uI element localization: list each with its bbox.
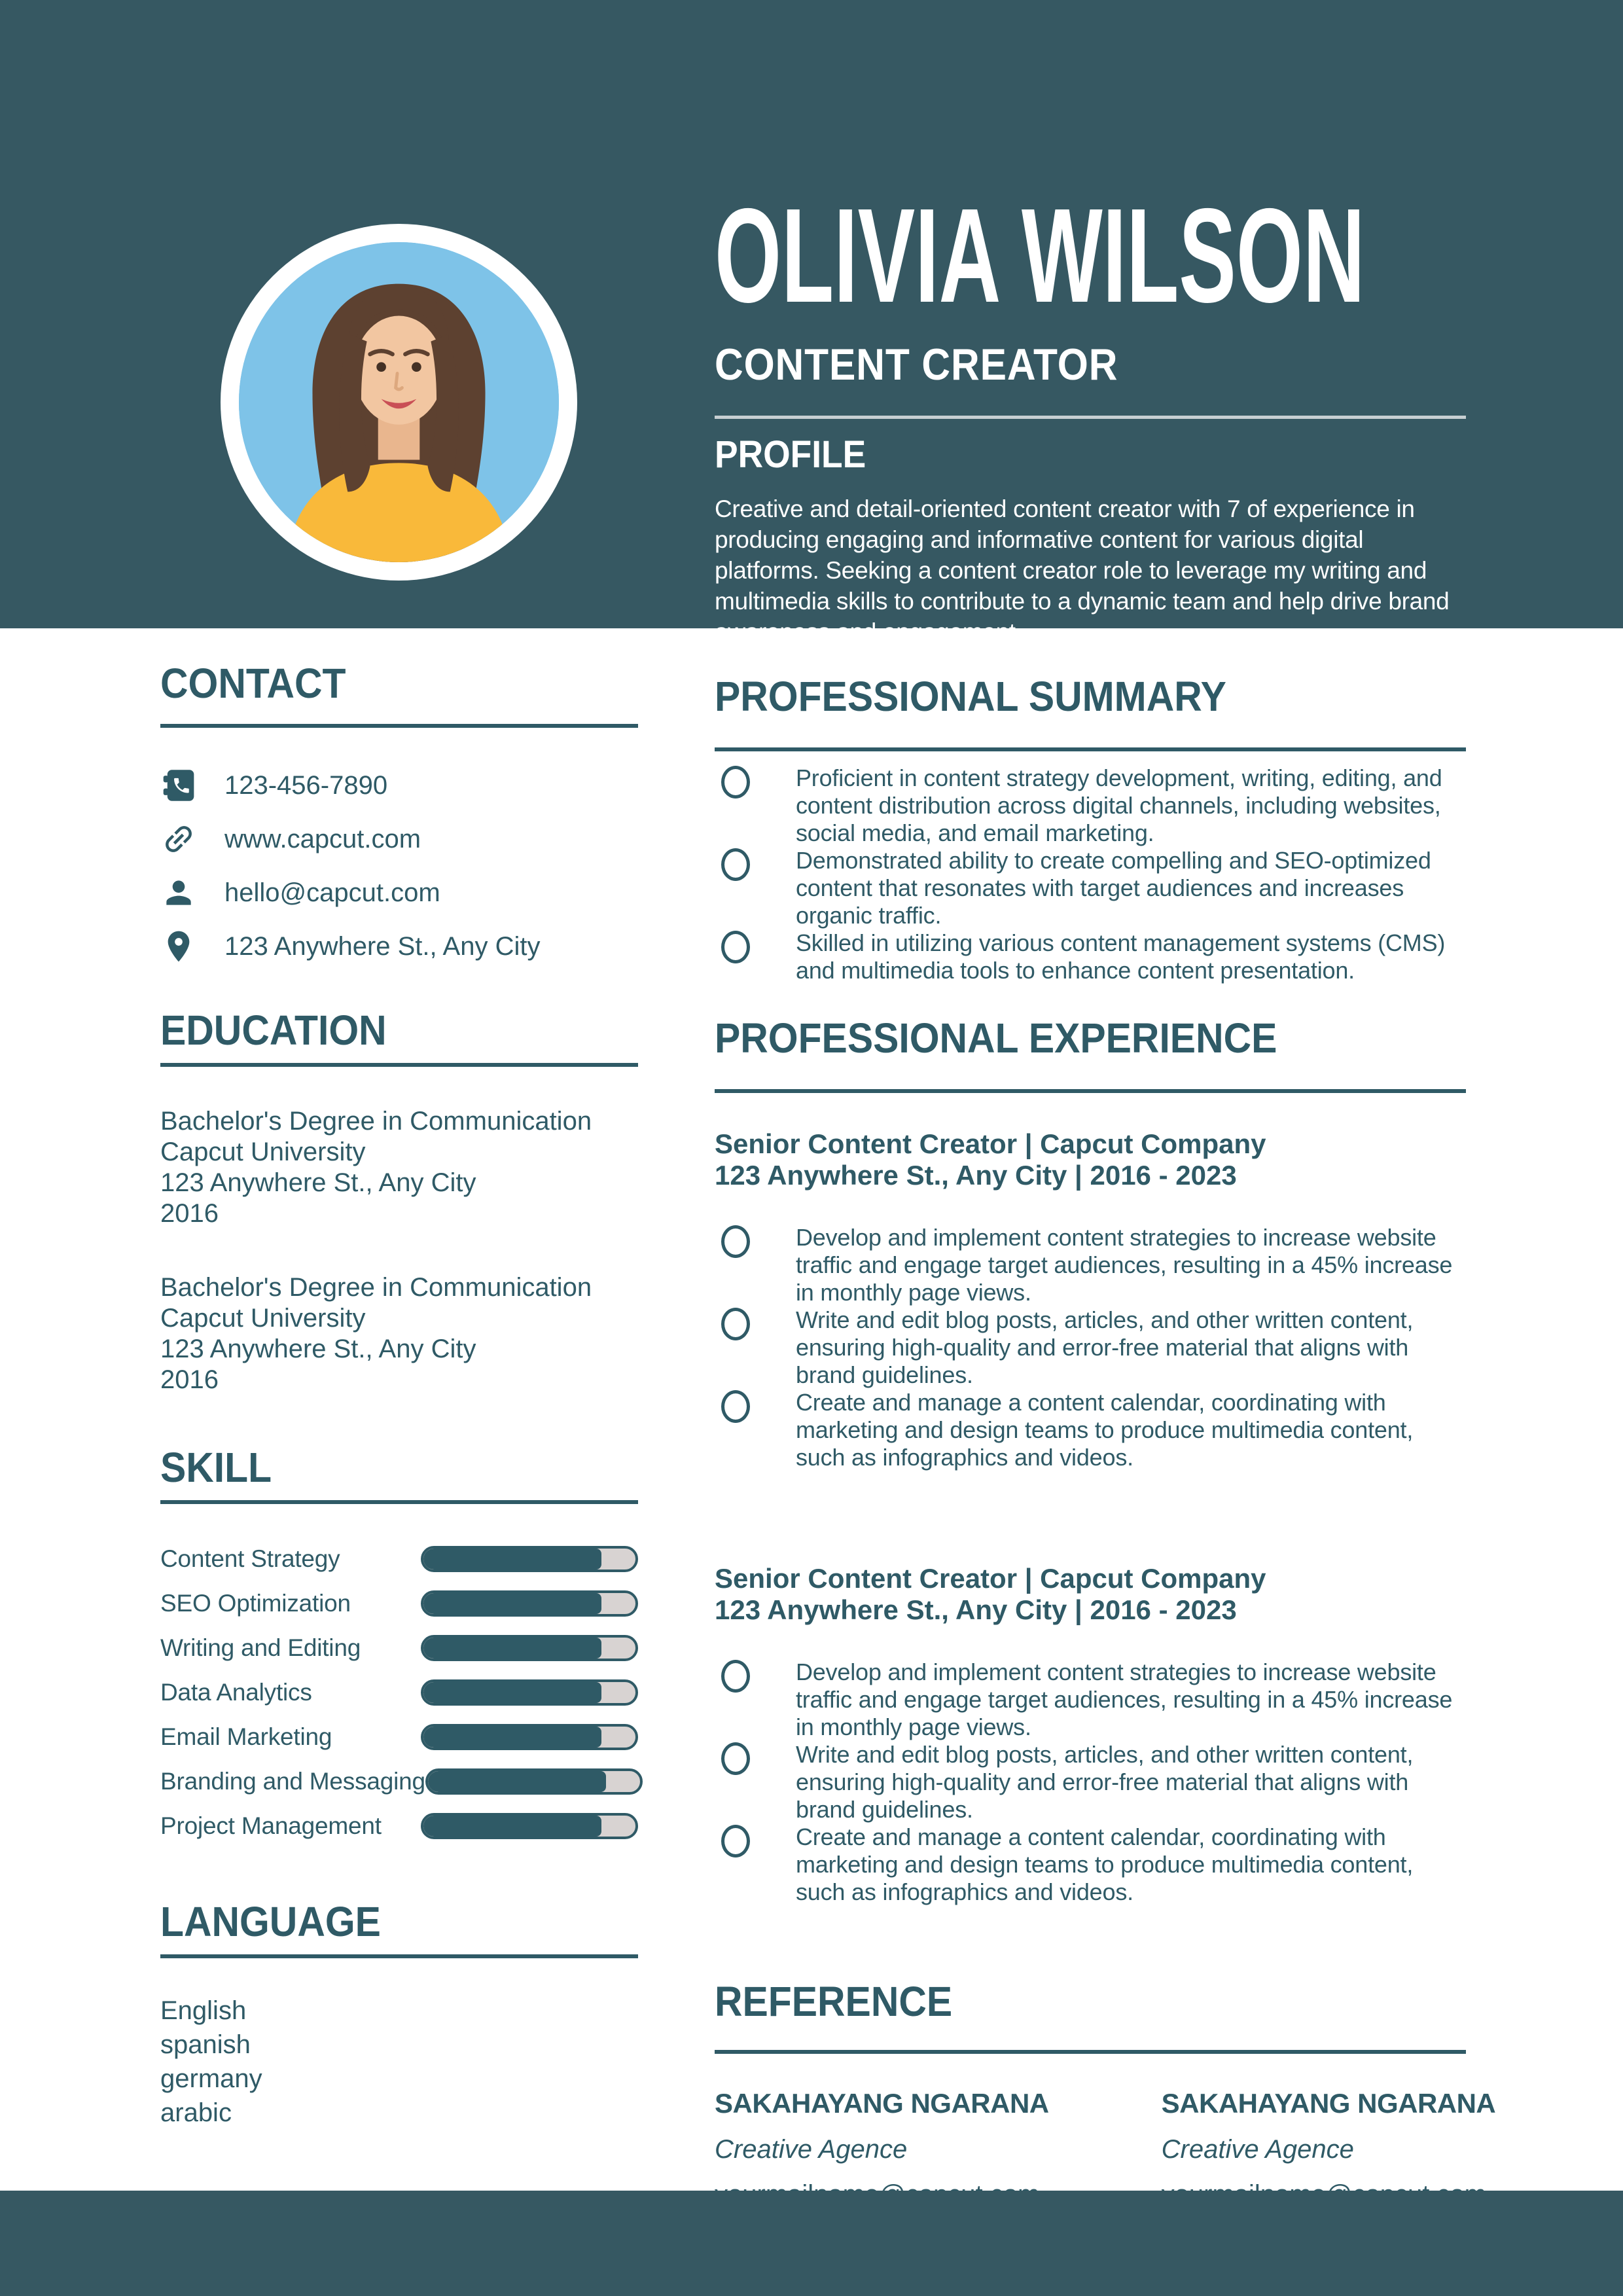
bullet-ring-icon: [721, 1742, 750, 1775]
contact-section: [160, 660, 638, 965]
skill-bar-fill: [423, 1593, 601, 1614]
candidate-name: OLIVIA WILSON: [715, 181, 1365, 331]
bullet-text: Write and edit blog posts, articles, and other written content, ensuring high-quality and error-free material that aligns with brand guidelines.: [796, 1741, 1414, 1823]
link-icon: [160, 821, 197, 857]
degree-line: Bachelor's Degree in Communication: [160, 1107, 592, 1136]
phone-icon: [160, 767, 197, 804]
language-item: arabic: [160, 2098, 232, 2127]
bullet-item: [715, 1823, 1466, 1906]
address-line: 123 Anywhere St., Any City: [160, 1168, 476, 1197]
bullet-text: Develop and implement content strategies to increase website traffic and engage target audiences, resulting in a 45% increase in monthly page views.: [796, 1659, 1453, 1740]
bullet-ring-icon: [721, 1660, 750, 1693]
bullet-ring-icon: [721, 1825, 750, 1857]
skill-bar: [421, 1590, 638, 1617]
bullet-ring-icon: [721, 1390, 750, 1423]
skill-row: [160, 1634, 638, 1662]
person-icon: [160, 874, 197, 911]
skill-row: [160, 1589, 638, 1618]
skill-heading: SKILL: [160, 1444, 272, 1491]
job-bullet-list: [715, 1659, 1466, 1906]
experience-heading: PROFESSIONAL EXPERIENCE: [715, 1014, 1277, 1062]
language-section: [160, 1898, 638, 2130]
reference-role: Creative Agence: [1161, 2135, 1354, 2164]
right-column: [715, 660, 1496, 2210]
section-underline: [160, 724, 638, 728]
summary-section: [715, 673, 1466, 984]
language-item: spanish: [160, 2030, 251, 2059]
bullet-ring-icon: [721, 766, 750, 798]
section-underline: [160, 1063, 638, 1067]
skill-bar-fill: [423, 1549, 601, 1570]
skill-bar-fill: [428, 1771, 606, 1792]
skill-label: Email Marketing: [160, 1723, 332, 1750]
skill-label: Project Management: [160, 1812, 382, 1839]
bullet-text: Demonstrated ability to create compelling and SEO-optimized content that resonates with target audiences and increases organic traffic.: [796, 847, 1431, 929]
contact-heading: CONTACT: [160, 660, 346, 707]
contact-item-text: www.capcut.com: [224, 824, 421, 853]
portrait-illustration: [239, 242, 559, 562]
bullet-ring-icon: [721, 1225, 750, 1258]
skill-row: [160, 1812, 638, 1840]
bullet-item: [715, 847, 1466, 929]
address-line: 123 Anywhere St., Any City: [160, 1335, 476, 1363]
skill-row: [160, 1678, 638, 1707]
contact-item-text: hello@capcut.com: [224, 878, 440, 907]
skill-label: Content Strategy: [160, 1545, 340, 1572]
section-underline: [715, 1089, 1466, 1093]
summary-heading: PROFESSIONAL SUMMARY: [715, 673, 1226, 720]
section-underline: [160, 1500, 638, 1504]
job-meta-line: 123 Anywhere St., Any City | 2016 - 2023: [715, 1160, 1237, 1191]
skill-bar: [421, 1546, 638, 1572]
language-item: English: [160, 1996, 247, 2025]
section-underline: [715, 2050, 1466, 2054]
bullet-ring-icon: [721, 1308, 750, 1340]
contact-item-website: [160, 821, 638, 857]
skill-label: Data Analytics: [160, 1679, 312, 1706]
skill-bar-fill: [423, 1638, 601, 1659]
header-band: [0, 0, 1623, 645]
avatar-ring: [221, 224, 577, 581]
bullet-item: [715, 1389, 1466, 1471]
reference-name: SAKAHAYANG NGARANA: [1161, 2088, 1496, 2119]
skill-label: Branding and Messaging: [160, 1768, 425, 1795]
job-title-line: Senior Content Creator | Capcut Company: [715, 1128, 1266, 1159]
contact-list: [160, 767, 638, 965]
header-content: [715, 181, 1466, 647]
skill-bar-fill: [423, 1682, 601, 1703]
bullet-text: Write and edit blog posts, articles, and other written content, ensuring high-quality and error-free material that aligns with brand guidelines.: [796, 1306, 1414, 1388]
skill-bar: [425, 1768, 643, 1795]
skill-bar: [421, 1724, 638, 1750]
skill-section: [160, 1444, 638, 1840]
bullet-item: [715, 1741, 1466, 1823]
language-list: [160, 1994, 638, 2130]
job-header: [715, 1128, 1466, 1191]
reference-role: Creative Agence: [715, 2135, 908, 2164]
footer-band: [0, 2191, 1623, 2296]
candidate-title: CONTENT CREATOR: [715, 340, 1118, 389]
education-entry: [160, 1106, 638, 1229]
skill-bar: [421, 1679, 638, 1706]
skill-row: [160, 1723, 638, 1751]
school-line: Capcut University: [160, 1304, 366, 1333]
school-line: Capcut University: [160, 1138, 366, 1166]
job-header: [715, 1563, 1466, 1626]
skill-list: [160, 1545, 638, 1840]
skill-bar: [421, 1813, 638, 1839]
profile-heading: PROFILE: [715, 433, 866, 476]
contact-item-email: [160, 874, 638, 911]
skill-label: Writing and Editing: [160, 1634, 361, 1661]
contact-item-phone: [160, 767, 638, 804]
contact-item-address: [160, 928, 638, 965]
bullet-text: Create and manage a content calendar, coordinating with marketing and design teams to produce multimedia content, such as infographics and videos.: [796, 1389, 1414, 1471]
avatar: [239, 242, 559, 562]
header-divider: [715, 416, 1466, 419]
reference-name: SAKAHAYANG NGARANA: [715, 2088, 1049, 2119]
bullet-item: [715, 1224, 1466, 1306]
education-entry: [160, 1272, 638, 1395]
location-icon: [160, 928, 197, 965]
job-meta-line: 123 Anywhere St., Any City | 2016 - 2023: [715, 1594, 1237, 1625]
skill-row: [160, 1545, 638, 1573]
year-line: 2016: [160, 1199, 219, 1228]
education-section: [160, 1007, 638, 1395]
year-line: 2016: [160, 1365, 219, 1394]
contact-item-text: 123-456-7890: [224, 770, 388, 800]
summary-bullet-list: [715, 764, 1466, 984]
bullet-text: Create and manage a content calendar, coordinating with marketing and design teams to produce multimedia content, such as infographics and videos.: [796, 1823, 1414, 1905]
skill-bar: [421, 1635, 638, 1661]
language-item: germany: [160, 2064, 262, 2093]
bullet-ring-icon: [721, 848, 750, 881]
bullet-text: Proficient in content strategy development, writing, editing, and content distribution across digital channels, including websites, social media, and email marketing.: [796, 764, 1442, 846]
degree-line: Bachelor's Degree in Communication: [160, 1273, 592, 1302]
reference-section: [715, 1978, 1496, 2210]
bullet-item: [715, 1659, 1466, 1741]
job-title-line: Senior Content Creator | Capcut Company: [715, 1563, 1266, 1594]
section-underline: [715, 747, 1466, 751]
bullet-ring-icon: [721, 931, 750, 963]
reference-heading: REFERENCE: [715, 1978, 953, 2025]
bullet-text: Skilled in utilizing various content management systems (CMS) and multimedia tools to enhance content presentation.: [796, 929, 1446, 984]
skill-row: [160, 1767, 638, 1796]
skill-label: SEO Optimization: [160, 1590, 351, 1617]
skill-bar-fill: [423, 1727, 601, 1748]
left-column: [160, 660, 638, 2130]
bullet-item: [715, 764, 1466, 847]
section-underline: [160, 1954, 638, 1958]
language-heading: LANGUAGE: [160, 1898, 381, 1945]
bullet-item: [715, 929, 1466, 984]
bullet-text: Develop and implement content strategies to increase website traffic and engage target audiences, resulting in a 45% increase in monthly page views.: [796, 1224, 1453, 1306]
job-bullet-list: [715, 1224, 1466, 1471]
bullet-item: [715, 1306, 1466, 1389]
skill-bar-fill: [423, 1816, 601, 1837]
experience-section: [715, 1014, 1466, 1906]
profile-text: Creative and detail-oriented content creator with 7 of experience in producing engaging and informative content for various digital platforms. Seeking a content creator role to leverage my writing and multimedia skills to contribute to a dynamic team and help drive brand awareness and engagement.: [715, 495, 1450, 645]
education-heading: EDUCATION: [160, 1007, 387, 1054]
contact-item-text: 123 Anywhere St., Any City: [224, 931, 541, 961]
